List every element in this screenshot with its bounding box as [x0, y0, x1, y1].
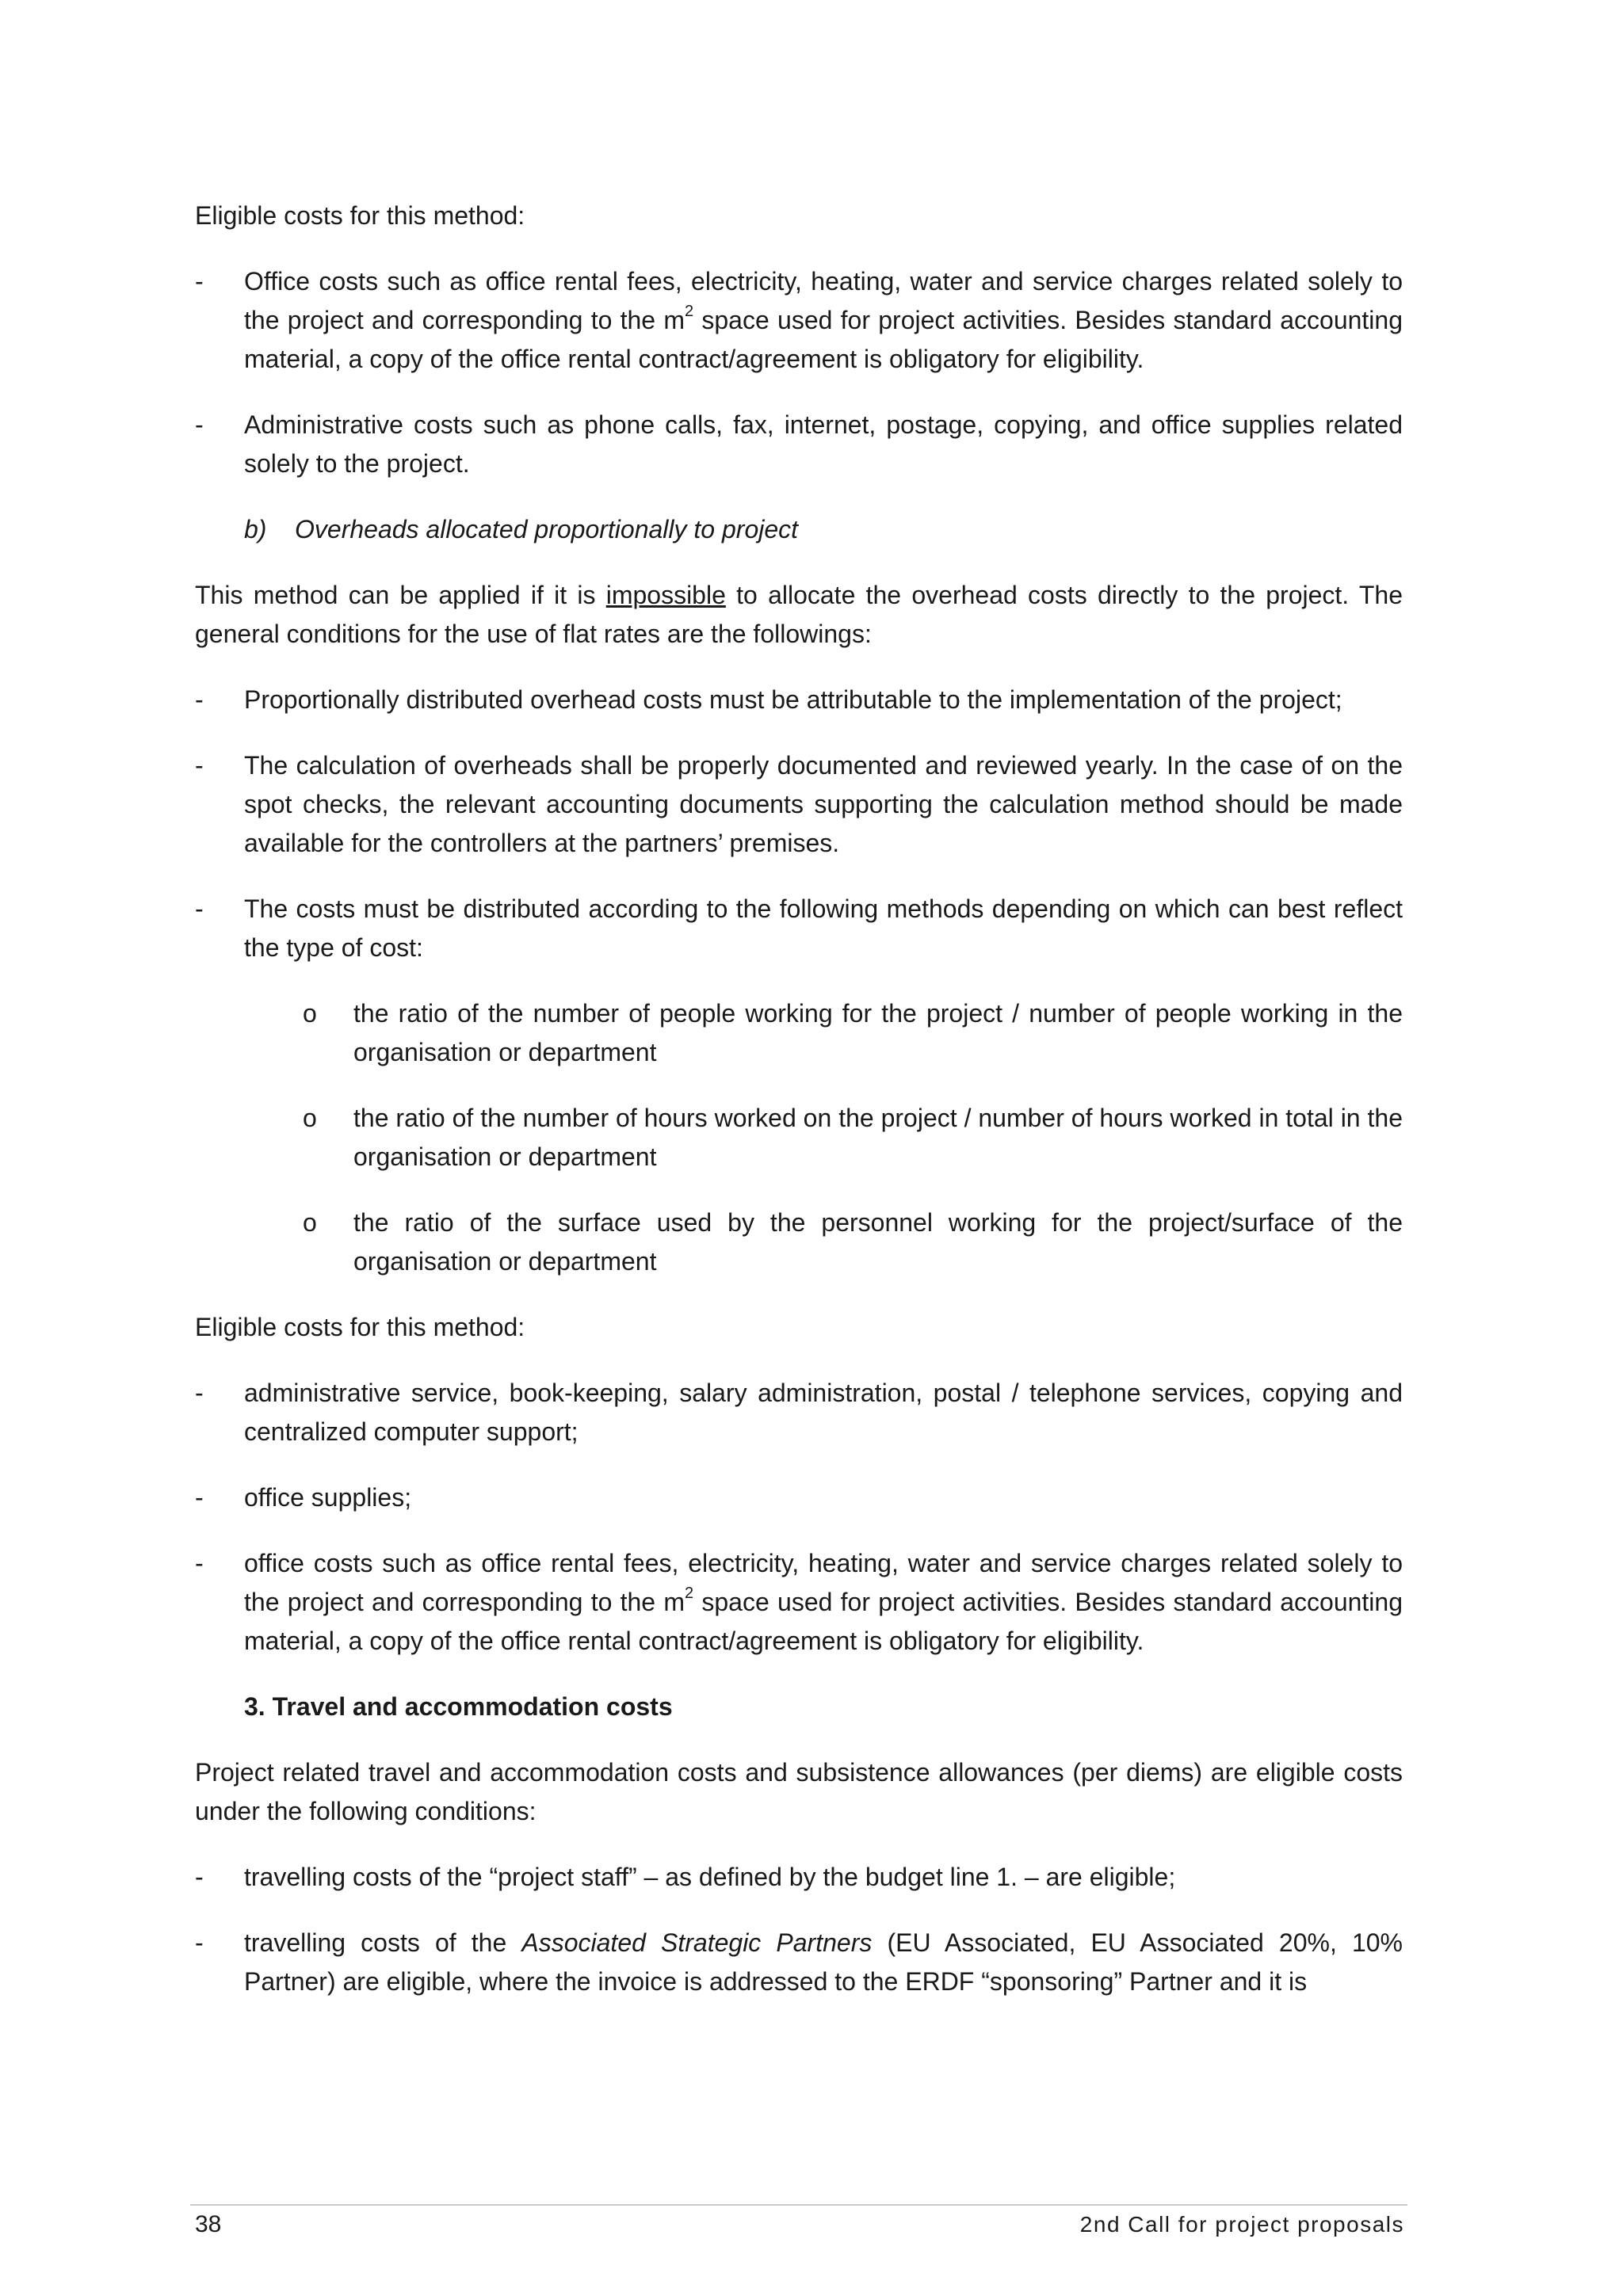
list-item-text: (EU Associated, EU Associated 20%, 10% Partner) are eligible, where the invoice is addressed to the ERDF “sponsoring” Partner and it is	[244, 1928, 1403, 1996]
list-item	[195, 406, 1403, 483]
dash-bullet: -	[195, 267, 204, 296]
list-item-text: travelling costs of the “project staff” – as defined by the budget line 1. – are eligible;	[244, 1863, 1176, 1891]
list-item	[195, 1478, 1403, 1517]
paragraph-text: This method can be applied if it is	[195, 581, 606, 609]
paragraph-text: to allocate the overhead costs directly to the project. The general conditions for the use of flat rates are the followings:	[195, 581, 1403, 648]
dash-bullet: -	[195, 685, 204, 714]
list-item-text: administrative service, book-keeping, salary administration, postal / telephone services, copying and centralized computer support;	[244, 1379, 1403, 1446]
list-item	[195, 1858, 1403, 1897]
sub-list-item	[195, 994, 1403, 1072]
list-item	[195, 1924, 1403, 2001]
paragraph-eligible-costs-1: Eligible costs for this method:	[195, 201, 525, 230]
sub-list-item-text: the ratio of the number of people working for the project / number of people working in the organisation or department	[353, 999, 1403, 1066]
paragraph-eligible-costs-2: Eligible costs for this method:	[195, 1313, 525, 1341]
section-heading: 3. Travel and accommodation costs	[244, 1692, 673, 1721]
paragraph-method	[195, 576, 1403, 654]
list-item	[195, 1374, 1403, 1451]
dash-bullet: -	[195, 1928, 204, 1957]
page-number: 38	[195, 2211, 222, 2237]
dash-bullet: -	[195, 751, 204, 780]
page-body	[195, 196, 1403, 2028]
list-item-text: travelling costs of the	[244, 1928, 522, 1957]
dash-bullet: -	[195, 410, 204, 439]
list-item	[195, 262, 1403, 379]
list-item-text: space used for project activities. Besides standard accounting material, a copy of the office rental contract/agreement is obligatory for eligibility.	[244, 1588, 1403, 1655]
list-item-text: Office costs such as office rental fees, electricity, heating, water and service charges related solely to the project and corresponding to the m	[244, 267, 1403, 334]
sub-list-item	[195, 1099, 1403, 1177]
list-item	[195, 1544, 1403, 1661]
list-item	[195, 681, 1403, 719]
list-item-text: The calculation of overheads shall be properly documented and reviewed yearly. In the case of on the spot checks, the relevant accounting documents supporting the calculation method should be made available for the controllers at the partners’ premises.	[244, 751, 1403, 857]
footer-divider	[190, 2204, 1407, 2206]
dash-bullet: -	[195, 1483, 204, 1512]
dash-bullet: -	[195, 1549, 204, 1577]
dash-bullet: -	[195, 1863, 204, 1891]
sub-list-item-text: the ratio of the number of hours worked on the project / number of hours worked in total in the organisation or department	[353, 1104, 1403, 1171]
superscript: 2	[685, 1585, 694, 1603]
superscript: 2	[685, 303, 694, 321]
paragraph-travel: Project related travel and accommodation costs and subsistence allowances (per diems) are eligible costs under the following conditions:	[195, 1758, 1403, 1825]
list-item	[195, 746, 1403, 863]
dash-bullet: -	[195, 1379, 204, 1407]
underlined-text: impossible	[605, 581, 726, 609]
list-item-text: office supplies;	[244, 1483, 412, 1512]
italic-text: Associated Strategic Partners	[521, 1928, 873, 1957]
subsection-heading	[195, 510, 1403, 549]
circle-bullet: o	[303, 1208, 317, 1237]
list-item-text: The costs must be distributed according to the following methods depending on which can best reflect the type of cost:	[244, 894, 1403, 962]
sub-list-item	[195, 1203, 1403, 1281]
subsection-title: Overheads allocated proportionally to project	[295, 515, 799, 543]
list-item-text: Proportionally distributed overhead costs must be attributable to the implementation of the project;	[244, 685, 1342, 714]
footer-title: 2nd Call for project proposals	[1079, 2212, 1404, 2237]
list-item-text: space used for project activities. Besides standard accounting material, a copy of the office rental contract/agreement is obligatory for eligibility.	[244, 306, 1403, 373]
circle-bullet: o	[303, 999, 317, 1028]
circle-bullet: o	[303, 1104, 317, 1132]
list-item-text: Administrative costs such as phone calls, fax, internet, postage, copying, and office supplies related solely to the project.	[244, 410, 1403, 478]
dash-bullet: -	[195, 894, 204, 923]
sub-list-item-text: the ratio of the surface used by the personnel working for the project/surface of the organisation or department	[353, 1208, 1403, 1276]
subsection-letter: b)	[244, 515, 267, 543]
list-item-text: office costs such as office rental fees, electricity, heating, water and service charges related solely to the project and corresponding to the m	[244, 1549, 1403, 1616]
list-item	[195, 890, 1403, 967]
